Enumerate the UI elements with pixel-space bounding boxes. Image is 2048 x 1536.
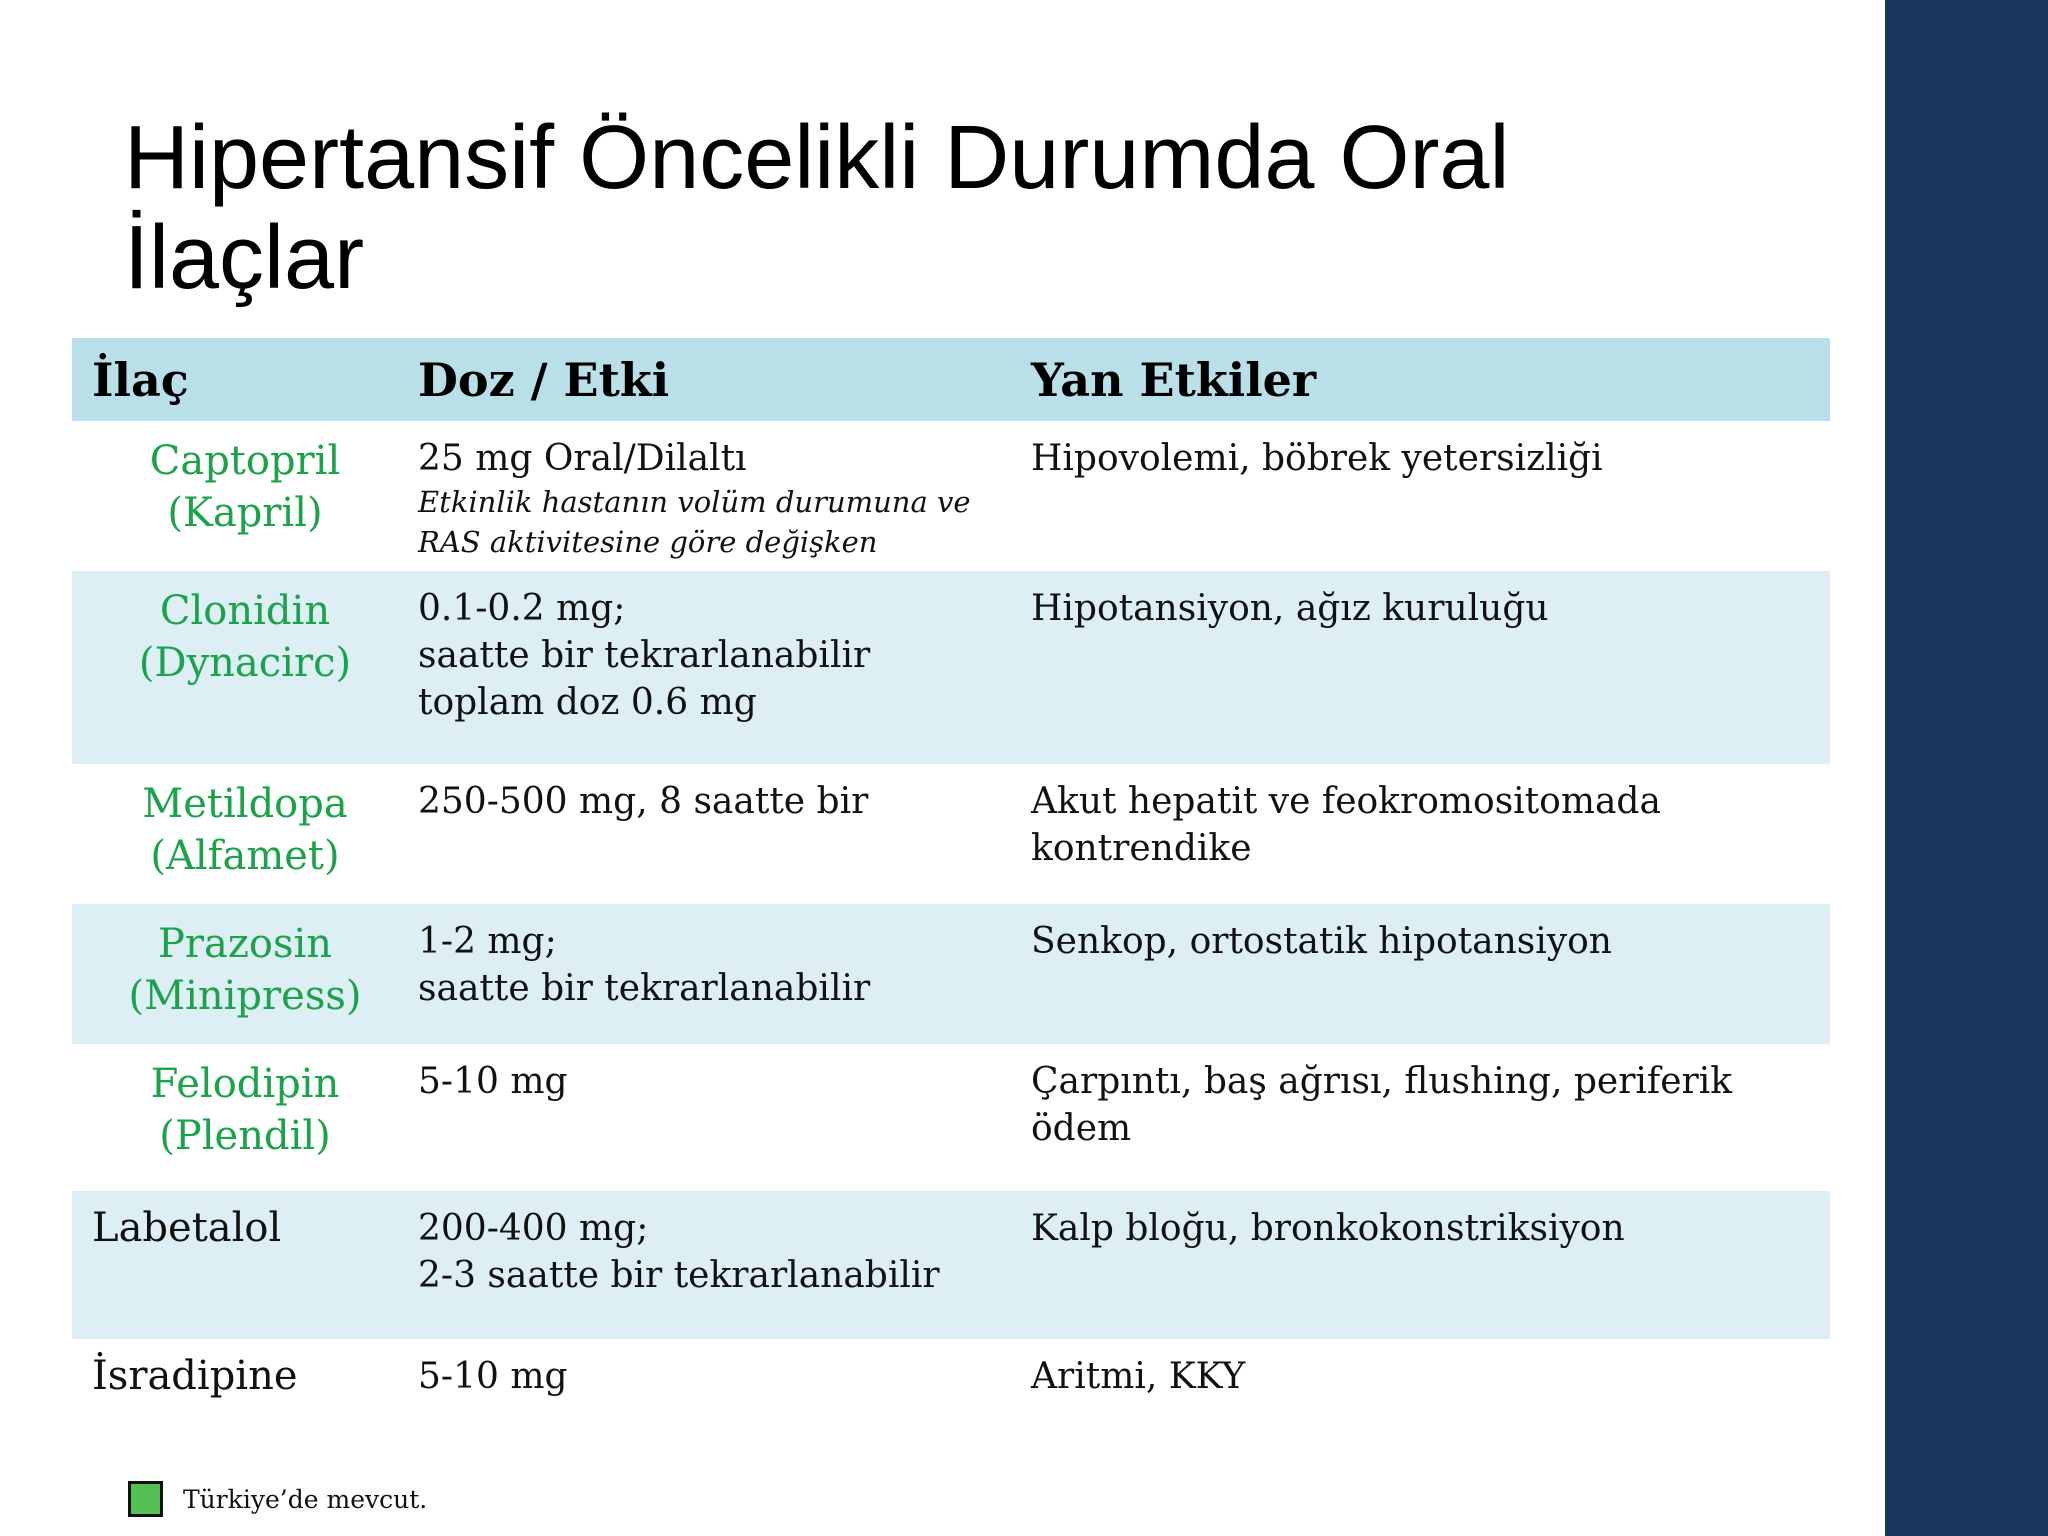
- table-row: [72, 904, 1830, 1044]
- drug-brand: (Plendil): [159, 1113, 331, 1159]
- dose-line: 0.1-0.2 mg;: [418, 588, 626, 629]
- drug-generic: Clonidin: [159, 588, 331, 634]
- dose-line: 200-400 mg;: [418, 1208, 649, 1249]
- drug-name: [72, 1044, 418, 1191]
- drug-table: [72, 338, 1830, 1440]
- side-effects-cell: Çarpıntı, baş ağrısı, flushing, periferik ödem: [1031, 1061, 1733, 1149]
- side-effects-cell: Kalp bloğu, bronkokonstriksiyon: [1031, 1208, 1625, 1249]
- table-row: [72, 1339, 1830, 1440]
- dose-line: saatte bir tekrarlanabilir: [418, 635, 871, 676]
- dose-cell: [418, 764, 1031, 904]
- drug-brand: (Kapril): [167, 490, 323, 536]
- sidebar-band: [1885, 0, 2048, 1536]
- drug-name: [72, 904, 418, 1044]
- header-side-effects: Yan Etkiler: [1031, 352, 1317, 407]
- header-drug: İlaç: [92, 352, 189, 407]
- side-effects-cell: Akut hepatit ve feokromositomada kontrendike: [1031, 781, 1661, 869]
- drug-brand: (Minipress): [128, 973, 362, 1019]
- header-dose: Doz / Etki: [418, 352, 670, 407]
- dose-line: 25 mg Oral/Dilaltı: [418, 438, 747, 479]
- side-effects-cell: Hipovolemi, böbrek yetersizliği: [1031, 438, 1603, 479]
- dose-cell: [418, 1044, 1031, 1191]
- dose-line: 1-2 mg;: [418, 921, 557, 962]
- drug-generic: Felodipin: [150, 1061, 340, 1107]
- dose-cell: [418, 904, 1031, 1044]
- drug-name: [72, 764, 418, 904]
- drug-generic: İsradipine: [92, 1353, 298, 1399]
- table-row: [72, 571, 1830, 764]
- table-row: [72, 421, 1830, 571]
- drug-name: [72, 571, 418, 764]
- drug-brand: (Alfamet): [150, 833, 340, 879]
- side-effects-cell: Hipotansiyon, ağız kuruluğu: [1031, 588, 1549, 629]
- drug-generic: Prazosin: [157, 921, 333, 967]
- drug-generic: Metildopa: [142, 781, 348, 827]
- side-effects-cell: Aritmi, KKY: [1031, 1356, 1246, 1397]
- table-row: [72, 1044, 1830, 1191]
- drug-name: [72, 1339, 418, 1440]
- dose-cell: [418, 1339, 1031, 1440]
- dose-cell: [418, 571, 1031, 764]
- dose-line: 2-3 saatte bir tekrarlanabilir: [418, 1255, 940, 1296]
- side-effects-cell: Senkop, ortostatik hipotansiyon: [1031, 921, 1612, 962]
- dose-line: toplam doz 0.6 mg: [418, 682, 757, 723]
- drug-name: [72, 1191, 418, 1339]
- drug-brand: (Dynacirc): [138, 640, 352, 686]
- legend: [128, 1481, 427, 1517]
- table-row: [72, 764, 1830, 904]
- legend-green-swatch: [128, 1481, 163, 1517]
- dose-note: Etkinlik hastanın volüm durumuna ve RAS aktivitesine göre değişken: [418, 485, 971, 559]
- drug-generic: Labetalol: [92, 1205, 282, 1251]
- legend-label: Türkiye’de mevcut.: [183, 1484, 428, 1514]
- dose-cell: [418, 421, 1031, 571]
- dose-cell: [418, 1191, 1031, 1339]
- drug-generic: Captopril: [149, 438, 341, 484]
- dose-line: 5-10 mg: [418, 1061, 568, 1102]
- dose-line: 250-500 mg, 8 saatte bir: [418, 781, 869, 822]
- dose-line: 5-10 mg: [418, 1356, 568, 1397]
- dose-line: saatte bir tekrarlanabilir: [418, 968, 871, 1009]
- drug-name: [72, 421, 418, 571]
- table-header: [72, 338, 1830, 421]
- table-row: [72, 1191, 1830, 1339]
- slide-title: Hipertansif Öncelikli Durumda Oral İlaçlar: [124, 108, 1510, 308]
